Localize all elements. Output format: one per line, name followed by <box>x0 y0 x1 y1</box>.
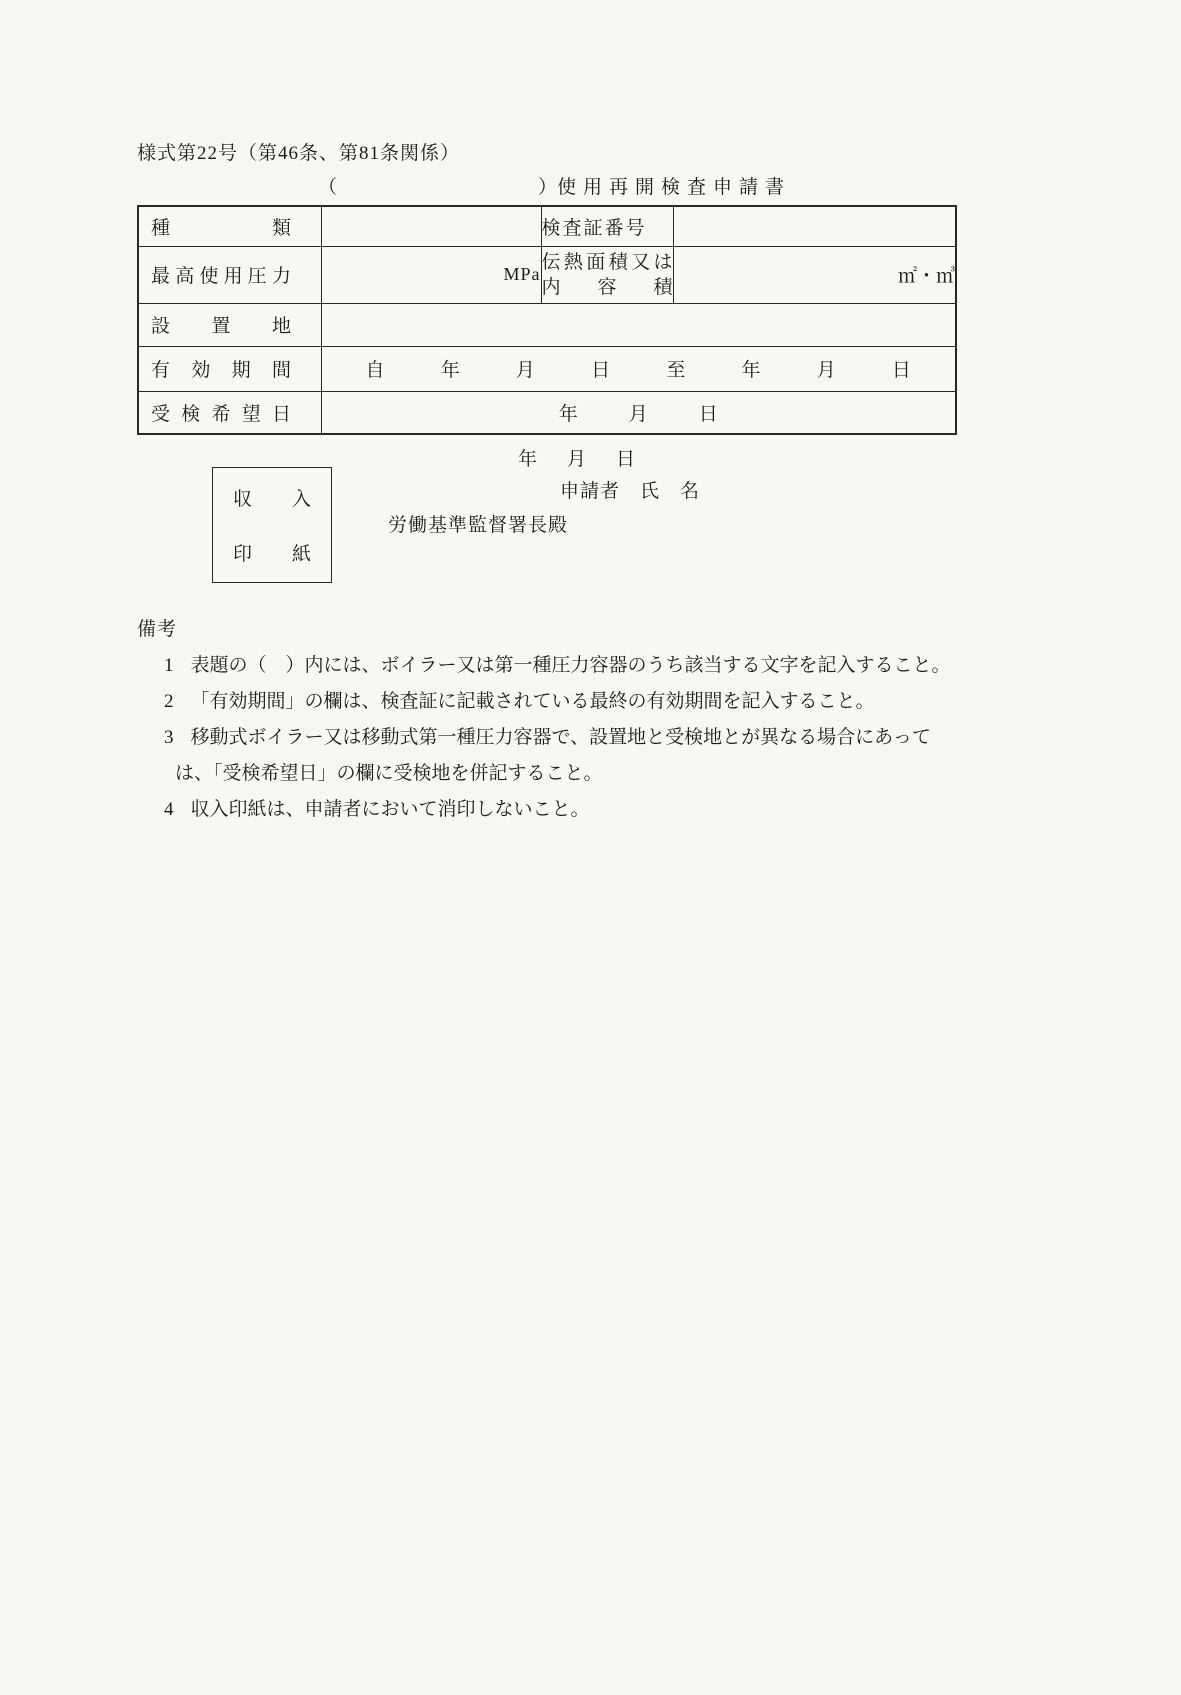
desired-char-month: 月 <box>628 403 648 425</box>
period-char-from: 自 <box>365 360 385 381</box>
period-char-month2: 月 <box>816 360 836 381</box>
note-item-2 <box>164 684 955 720</box>
date-char-day: 日 <box>616 449 636 470</box>
title-paren-open-icon: （ <box>318 177 338 198</box>
heating-area-label-cell <box>541 246 673 303</box>
revenue-stamp-box <box>212 467 332 583</box>
labor-office-addressee: 労働基準監督署長殿 <box>388 515 569 536</box>
cert-number-value-cell[interactable] <box>673 206 956 246</box>
stamp-text-line1: 収入 <box>233 489 311 510</box>
period-char-month1: 月 <box>515 360 535 381</box>
period-char-year1: 年 <box>440 360 460 381</box>
table-row-type <box>138 206 956 246</box>
application-date-line <box>518 444 635 471</box>
document-title: 使用再開検査申請書 <box>557 177 792 198</box>
note-2-number: 2 <box>164 691 174 712</box>
table-row-pressure-area <box>138 246 956 303</box>
note-4-number: 4 <box>164 799 174 820</box>
heating-area-label: 伝熱面積又は内容積 <box>541 251 673 298</box>
notes-heading: 備考 <box>137 619 178 640</box>
heating-area-value-cell[interactable] <box>673 246 956 303</box>
note-1-number: 1 <box>164 655 174 676</box>
date-char-year: 年 <box>518 449 538 470</box>
heating-area-unit: ㎡・㎥ <box>897 266 955 287</box>
applicant-name-label: 申請者 氏 名 <box>560 481 701 502</box>
max-pressure-label-cell <box>138 246 321 303</box>
period-char-day2: 日 <box>891 360 911 381</box>
period-char-day1: 日 <box>591 360 611 381</box>
desired-char-day: 日 <box>698 403 718 425</box>
table-row-location <box>138 303 956 346</box>
location-label-cell <box>138 303 321 346</box>
desired-date-label: 受検希望日 <box>151 403 291 425</box>
note-2-text: 「有効期間」の欄は、検査証に記載されている最終の有効期間を記入すること。 <box>190 691 875 712</box>
max-pressure-value-cell[interactable] <box>321 246 541 303</box>
type-label: 種類 <box>151 217 291 239</box>
note-item-3 <box>164 720 955 792</box>
cert-number-label-cell <box>541 206 673 246</box>
valid-period-label: 有効期間 <box>151 360 291 381</box>
note-4-text: 収入印紙は、申請者において消印しないこと。 <box>190 799 590 820</box>
title-paren-close-icon: ） <box>538 177 558 198</box>
note-1-text: 表題の（ ）内には、ボイラー又は第一種圧力容器のうち該当する文字を記入すること。 <box>190 655 951 676</box>
note-3-text: 移動式ボイラー又は移動式第一種圧力容器で、設置地と受検地とが異なる場合にあっては、「受検希望日」の欄に受検地を併記すること。 <box>175 727 931 784</box>
stamp-text-line2: 印紙 <box>233 544 311 565</box>
desired-date-value-cell[interactable] <box>321 391 956 434</box>
desired-date-label-cell <box>138 391 321 434</box>
note-item-4 <box>164 792 955 828</box>
date-char-month: 月 <box>567 449 587 470</box>
type-value-cell[interactable] <box>321 206 541 246</box>
max-pressure-unit: MPa <box>503 263 541 284</box>
form-number: 様式第22号（第46条、第81条関係） <box>137 143 461 164</box>
valid-period-label-cell <box>138 346 321 391</box>
desired-date-value <box>322 399 956 426</box>
desired-char-year: 年 <box>558 403 578 425</box>
note-3-number: 3 <box>164 727 174 748</box>
location-value-cell[interactable] <box>321 303 956 346</box>
location-label: 設置地 <box>151 316 291 337</box>
table-row-desired-date <box>138 391 956 434</box>
application-table <box>137 205 957 435</box>
valid-period-value-cell[interactable] <box>321 346 956 391</box>
notes-section <box>137 612 955 828</box>
period-char-to: 至 <box>666 360 686 381</box>
valid-period-value <box>322 355 956 382</box>
period-char-year2: 年 <box>741 360 761 381</box>
note-item-1 <box>164 648 955 684</box>
max-pressure-label: 最高使用圧力 <box>151 266 291 287</box>
table-row-valid-period <box>138 346 956 391</box>
type-label-cell <box>138 206 321 246</box>
cert-number-label: 検査証番号 <box>541 217 647 239</box>
